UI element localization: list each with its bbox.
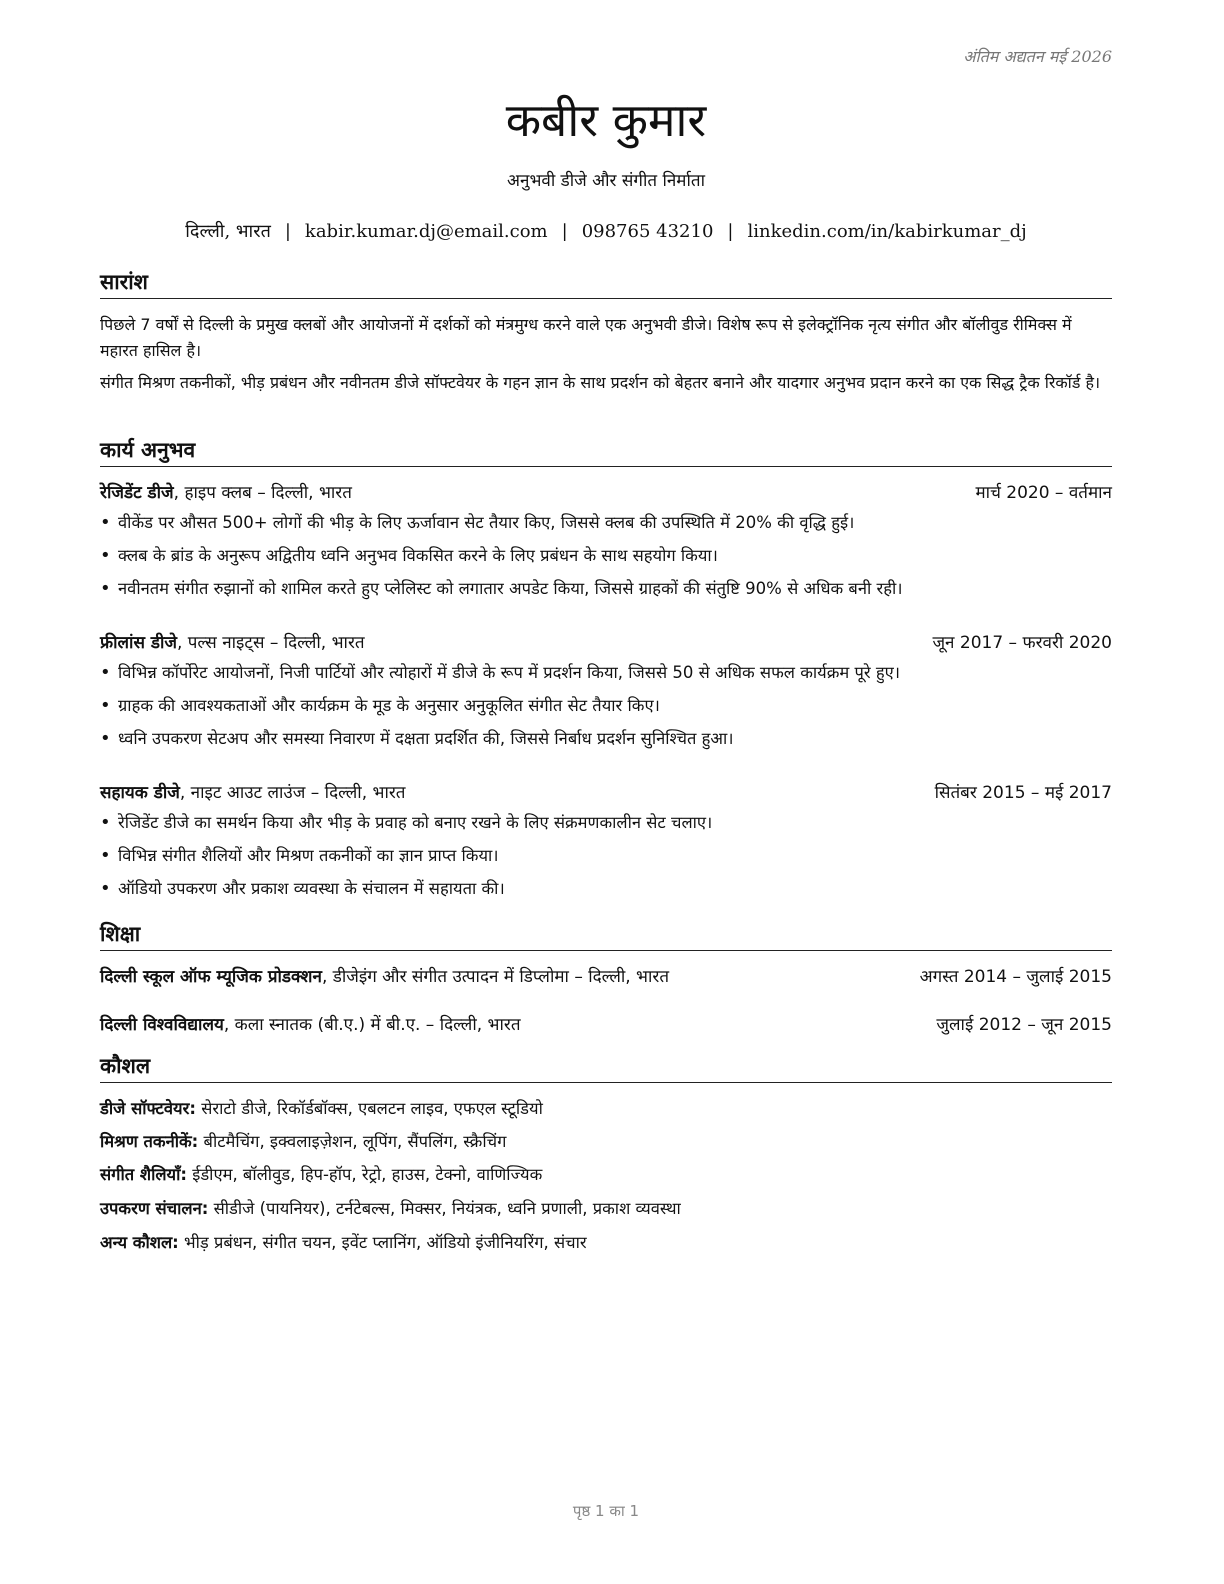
- skill-value: भीड़ प्रबंधन, संगीत चयन, इवेंट प्लानिंग, ऑडियो इंजीनियरिंग, संचार: [178, 1233, 587, 1252]
- contact-separator: |: [727, 221, 734, 242]
- job-title: रेजिडेंट डीजे: [100, 483, 174, 503]
- job-bullets: [100, 660, 1112, 759]
- education-heading: शिक्षा: [100, 920, 1112, 951]
- contact-phone: 098765 43210: [581, 221, 714, 242]
- skills-heading: कौशल: [100, 1052, 1112, 1083]
- resume-page: [100, 0, 1112, 1584]
- skill-label: संगीत शैलियाँ:: [100, 1165, 187, 1184]
- education-detail: , कला स्नातक (बी.ए.) में बी.ए. – दिल्ली, भारत: [223, 1015, 521, 1035]
- job-header: [100, 780, 1112, 806]
- last-updated: अंतिम अद्यतन मई 2026: [963, 47, 1112, 66]
- education-item: [100, 1012, 1112, 1038]
- skill-label: अन्य कौशल:: [100, 1233, 179, 1252]
- experience-heading: कार्य अनुभव: [100, 436, 1112, 467]
- candidate-name: कबीर कुमार: [505, 93, 707, 147]
- list-item: • ध्वनि उपकरण सेटअप और समस्या निवारण में दक्षता प्रदर्शित की, जिससे निर्बाध प्रदर्शन सुनिश्चित हुआ।: [100, 726, 1112, 759]
- skill-row: [100, 1096, 1112, 1119]
- job-header: [100, 630, 1112, 656]
- skill-row: [100, 1129, 1112, 1152]
- job-title: सहायक डीजे: [100, 783, 180, 803]
- skill-value: सेराटो डीजे, रिकॉर्डबॉक्स, एबलटन लाइव, एफएल स्टूडियो: [195, 1099, 543, 1118]
- list-item: • नवीनतम संगीत रुझानों को शामिल करते हुए प्लेलिस्ट को लगातार अपडेट किया, जिससे ग्राहकों की संतुष्टि 90% से अधिक बनी रही।: [100, 576, 1112, 609]
- skill-row: [100, 1230, 1112, 1253]
- list-item: • विभिन्न संगीत शैलियों और मिश्रण तकनीकों का ज्ञान प्राप्त किया।: [100, 843, 1112, 876]
- job-dates: मार्च 2020 – वर्तमान: [975, 483, 1112, 503]
- summary-paragraph-2: संगीत मिश्रण तकनीकों, भीड़ प्रबंधन और नवीनतम डीजे सॉफ्टवेयर के गहन ज्ञान के साथ प्रदर्शन को बेहतर बनाने और यादगार अनुभव प्रदान करने का एक सिद्ध ट्रैक रिकॉर्ड है।: [100, 373, 1101, 392]
- job-title: फ्रीलांस डीजे: [100, 633, 177, 653]
- job-org: , पल्स नाइट्स – दिल्ली, भारत: [176, 633, 365, 653]
- skill-row: [100, 1196, 1112, 1219]
- job-org: , हाइप क्लब – दिल्ली, भारत: [173, 483, 352, 503]
- contact-linkedin[interactable]: linkedin.com/in/kabirkumar_dj: [747, 221, 1027, 242]
- list-item: • वीकेंड पर औसत 500+ लोगों की भीड़ के लिए ऊर्जावान सेट तैयार किए, जिससे क्लब की उपस्थिति में 20% की वृद्धि हुई।: [100, 510, 1112, 543]
- education-school: दिल्ली विश्वविद्यालय: [100, 1015, 224, 1035]
- skill-label: मिश्रण तकनीकें:: [100, 1132, 199, 1151]
- skill-row: [100, 1162, 1112, 1185]
- contact-separator: |: [561, 221, 568, 242]
- contact-separator: |: [284, 221, 291, 242]
- education-item: [100, 964, 1112, 990]
- skill-value: सीडीजे (पायनियर), टर्नटेबल्स, मिक्सर, नियंत्रक, ध्वनि प्रणाली, प्रकाश व्यवस्था: [208, 1199, 681, 1218]
- skill-label: उपकरण संचालन:: [100, 1199, 209, 1218]
- list-item: • विभिन्न कॉर्पोरेट आयोजनों, निजी पार्टियों और त्योहारों में डीजे के रूप में प्रदर्शन किया, जिससे 50 से अधिक सफल कार्यक्रम पूरे हुए।: [100, 660, 1112, 693]
- job-bullets: [100, 810, 1112, 909]
- list-item: • रेजिडेंट डीजे का समर्थन किया और भीड़ के प्रवाह को बनाए रखने के लिए संक्रमणकालीन सेट चलाए।: [100, 810, 1112, 843]
- education-dates: जुलाई 2012 – जून 2015: [936, 1015, 1112, 1035]
- candidate-tagline: अनुभवी डीजे और संगीत निर्माता: [507, 171, 705, 191]
- contact-email[interactable]: kabir.kumar.dj@email.com: [304, 221, 548, 242]
- contact-location: दिल्ली, भारत: [185, 221, 271, 242]
- summary-heading: सारांश: [100, 268, 1112, 299]
- list-item: • ग्राहक की आवश्यकताओं और कार्यक्रम के मूड के अनुसार अनुकूलित संगीत सेट तैयार किए।: [100, 693, 1112, 726]
- job-bullets: [100, 510, 1112, 609]
- list-item: • क्लब के ब्रांड के अनुरूप अद्वितीय ध्वनि अनुभव विकसित करने के लिए प्रबंधन के साथ सहयोग किया।: [100, 543, 1112, 576]
- skill-label: डीजे सॉफ्टवेयर:: [100, 1099, 196, 1118]
- list-item: • ऑडियो उपकरण और प्रकाश व्यवस्था के संचालन में सहायता की।: [100, 876, 1112, 909]
- page-number: पृष्ठ 1 का 1: [572, 1502, 640, 1520]
- skill-value: बीटमैचिंग, इक्वलाइज़ेशन, लूपिंग, सैंपलिंग, स्क्रैचिंग: [198, 1132, 507, 1151]
- education-dates: अगस्त 2014 – जुलाई 2015: [919, 967, 1112, 987]
- contact-line: [100, 219, 1112, 243]
- job-header: [100, 480, 1112, 506]
- job-dates: जून 2017 – फरवरी 2020: [932, 633, 1112, 653]
- job-dates: सितंबर 2015 – मई 2017: [934, 783, 1112, 803]
- job-org: , नाइट आउट लाउंज – दिल्ली, भारत: [179, 783, 406, 803]
- education-school: दिल्ली स्कूल ऑफ म्यूजिक प्रोडक्शन: [100, 967, 322, 987]
- skill-value: ईडीएम, बॉलीवुड, हिप-हॉप, रेट्रो, हाउस, टेक्नो, वाणिज्यिक: [187, 1165, 543, 1184]
- education-detail: , डीजेइंग और संगीत उत्पादन में डिप्लोमा – दिल्ली, भारत: [321, 967, 670, 987]
- summary-paragraph-1: पिछले 7 वर्षों से दिल्ली के प्रमुख क्लबों और आयोजनों में दर्शकों को मंत्रमुग्ध करने वाले एक अनुभवी डीजे। विशेष रूप से इलेक्ट्रॉनिक नृत्य संगीत और बॉलीवुड रीमिक्स में महारत हासिल है।: [100, 315, 1072, 360]
